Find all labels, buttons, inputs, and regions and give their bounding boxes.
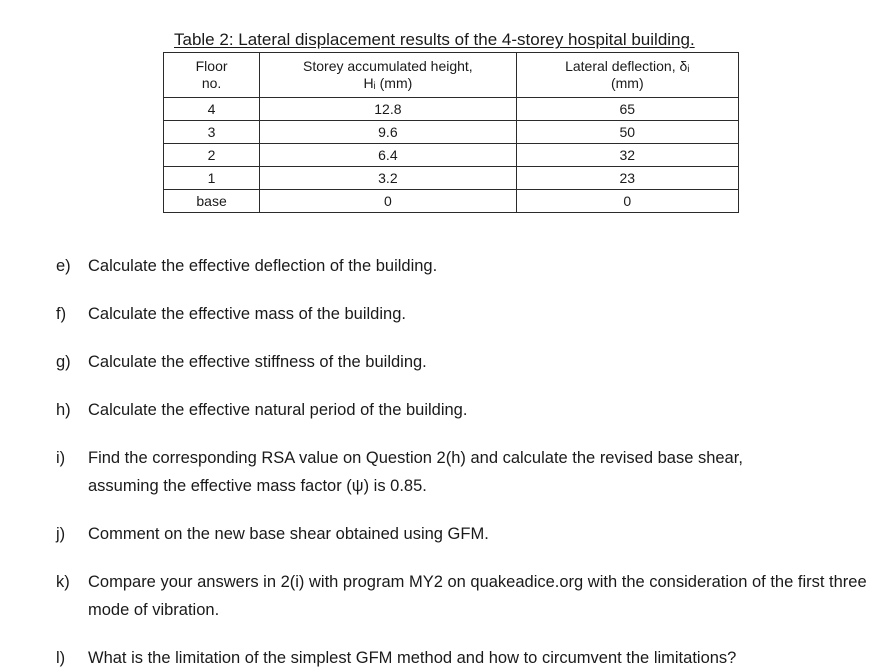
cell-deflection: 32 — [516, 144, 738, 167]
question-l — [56, 644, 886, 672]
header-height-line1: Storey accumulated height, — [303, 58, 473, 74]
cell-deflection: 50 — [516, 121, 738, 144]
question-text: Calculate the effective stiffness of the building. — [88, 353, 427, 371]
cell-deflection: 65 — [516, 98, 738, 121]
question-mark: f) — [56, 305, 67, 323]
question-text: Find the corresponding RSA value on Question 2(h) and calculate the revised base shear, assuming the effective mass factor (ψ) is 0.85. — [88, 449, 743, 495]
question-list — [56, 252, 886, 672]
cell-height: 6.4 — [260, 144, 516, 167]
cell-height: 12.8 — [260, 98, 516, 121]
table-row — [164, 190, 739, 213]
table-row — [164, 167, 739, 190]
question-e — [56, 252, 886, 280]
question-j — [56, 520, 886, 548]
cell-height: 0 — [260, 190, 516, 213]
question-mark: k) — [56, 573, 70, 591]
question-k — [56, 568, 888, 624]
question-mark: e) — [56, 257, 71, 275]
question-h — [56, 396, 886, 424]
header-deflection-line2: (mm) — [610, 75, 644, 91]
table-row — [164, 121, 739, 144]
question-text: Calculate the effective natural period of the building. — [88, 401, 468, 419]
cell-floor: 4 — [164, 98, 260, 121]
question-mark: j) — [56, 525, 66, 543]
question-mark: l) — [56, 649, 66, 667]
cell-floor: 2 — [164, 144, 260, 167]
question-text: Calculate the effective deflection of the building. — [88, 257, 438, 275]
cell-floor: base — [164, 190, 260, 213]
header-floor — [164, 53, 260, 98]
header-height — [260, 53, 516, 98]
header-floor-line1: Floor — [195, 58, 228, 74]
question-mark: i) — [56, 449, 66, 467]
cell-height: 9.6 — [260, 121, 516, 144]
header-deflection-line1: Lateral deflection, δᵢ — [565, 58, 690, 74]
cell-floor: 3 — [164, 121, 260, 144]
header-floor-line2: no. — [201, 75, 222, 91]
question-mark: g) — [56, 353, 71, 371]
question-text: Compare your answers in 2(i) with program MY2 on quakeadice.org with the consideration of the first three mode of vibration. — [88, 573, 867, 619]
question-i — [56, 444, 808, 500]
cell-deflection: 0 — [516, 190, 738, 213]
question-mark: h) — [56, 401, 71, 419]
question-f — [56, 300, 886, 328]
cell-deflection: 23 — [516, 167, 738, 190]
question-text: Calculate the effective mass of the building. — [88, 305, 406, 323]
displacement-table — [163, 52, 739, 213]
cell-floor: 1 — [164, 167, 260, 190]
table-caption: Table 2: Lateral displacement results of the 4-storey hospital building. — [174, 30, 695, 49]
header-height-line2: Hᵢ (mm) — [363, 75, 413, 91]
header-deflection — [516, 53, 738, 98]
question-g — [56, 348, 886, 376]
table-header-row — [164, 53, 739, 98]
question-text: What is the limitation of the simplest GFM method and how to circumvent the limitations? — [88, 649, 737, 667]
table-row — [164, 144, 739, 167]
cell-height: 3.2 — [260, 167, 516, 190]
question-text: Comment on the new base shear obtained using GFM. — [88, 525, 489, 543]
table-row — [164, 98, 739, 121]
